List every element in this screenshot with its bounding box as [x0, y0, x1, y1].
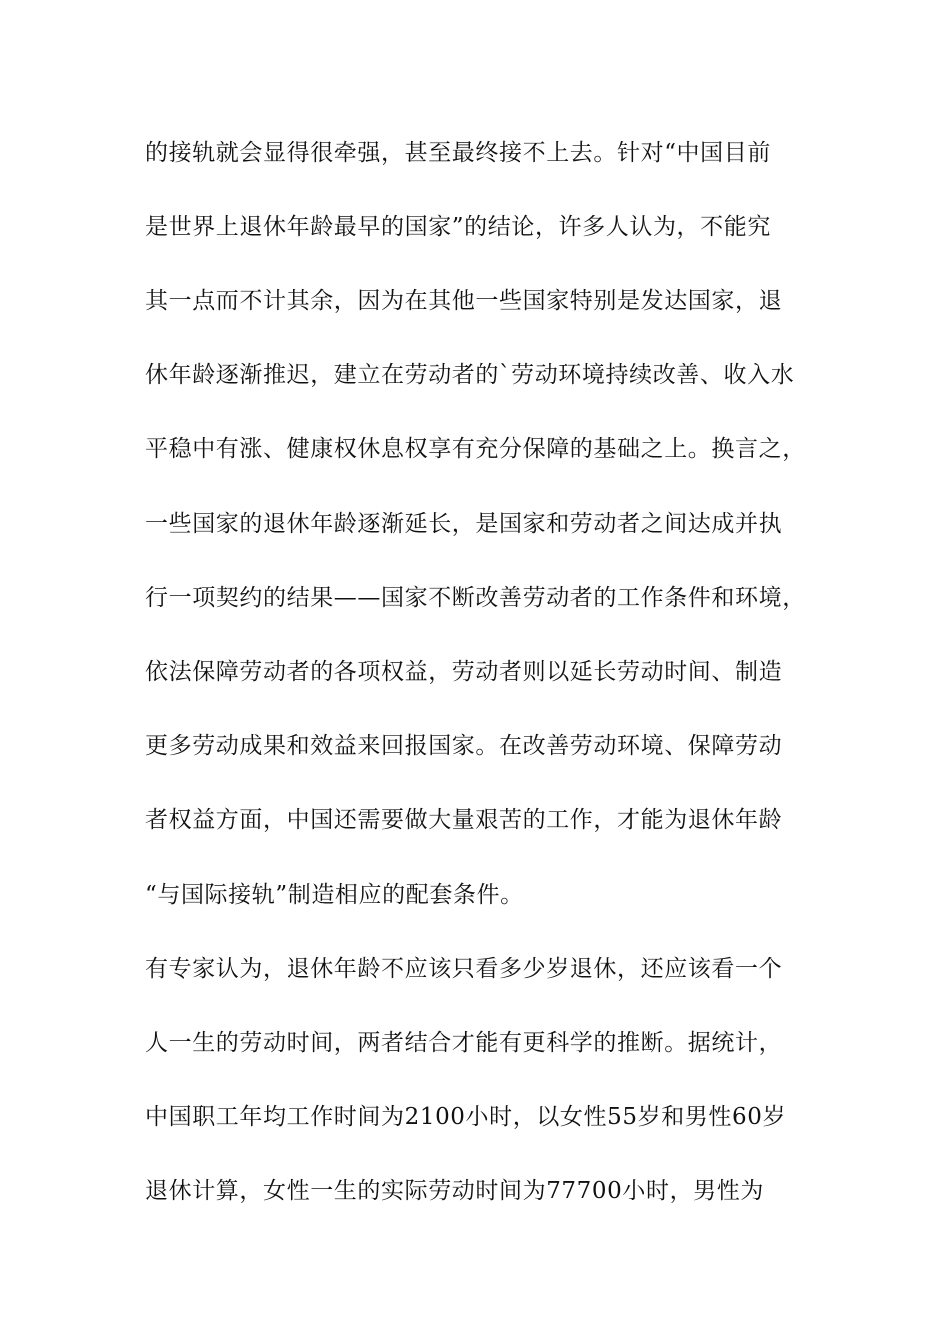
text-line: 休年龄逐渐推迟，建立在劳动者的`劳动环境持续改善、收入水 [145, 362, 795, 388]
text-line: 其一点而不计其余，因为在其他一些国家特别是发达国家，退 [145, 288, 783, 314]
text-line: 中国职工年均工作时间为2100小时，以女性55岁和男性60岁 [145, 1104, 787, 1130]
text-line: 一些国家的退休年龄逐渐延长，是国家和劳动者之间达成并执 [145, 511, 783, 537]
text-line: 有专家认为，退休年龄不应该只看多少岁退休，还应该看一个 [145, 956, 783, 982]
text-line: 退休计算，女性一生的实际劳动时间为77700小时，男性为 [145, 1178, 764, 1204]
text-line: 的接轨就会显得很牵强，甚至最终接不上去。针对“中国目前 [145, 140, 771, 166]
text-line: 行一项契约的结果——国家不断改善劳动者的工作条件和环境， [145, 585, 806, 611]
text-line: 更多劳动成果和效益来回报国家。在改善劳动环境、保障劳动 [145, 733, 783, 759]
text-line: 是世界上退休年龄最早的国家”的结论，许多人认为，不能究 [145, 214, 771, 240]
text-line: 依法保障劳动者的各项权益，劳动者则以延长劳动时间、制造 [145, 659, 783, 685]
text-line: 人一生的劳动时间，两者结合才能有更科学的推断。据统计， [145, 1030, 783, 1056]
text-line: “与国际接轨”制造相应的配套条件。 [145, 882, 524, 908]
text-line: 者权益方面，中国还需要做大量艰苦的工作，才能为退休年龄 [145, 807, 783, 833]
text-line: 平稳中有涨、健康权休息权享有充分保障的基础之上。换言之， [145, 436, 806, 462]
